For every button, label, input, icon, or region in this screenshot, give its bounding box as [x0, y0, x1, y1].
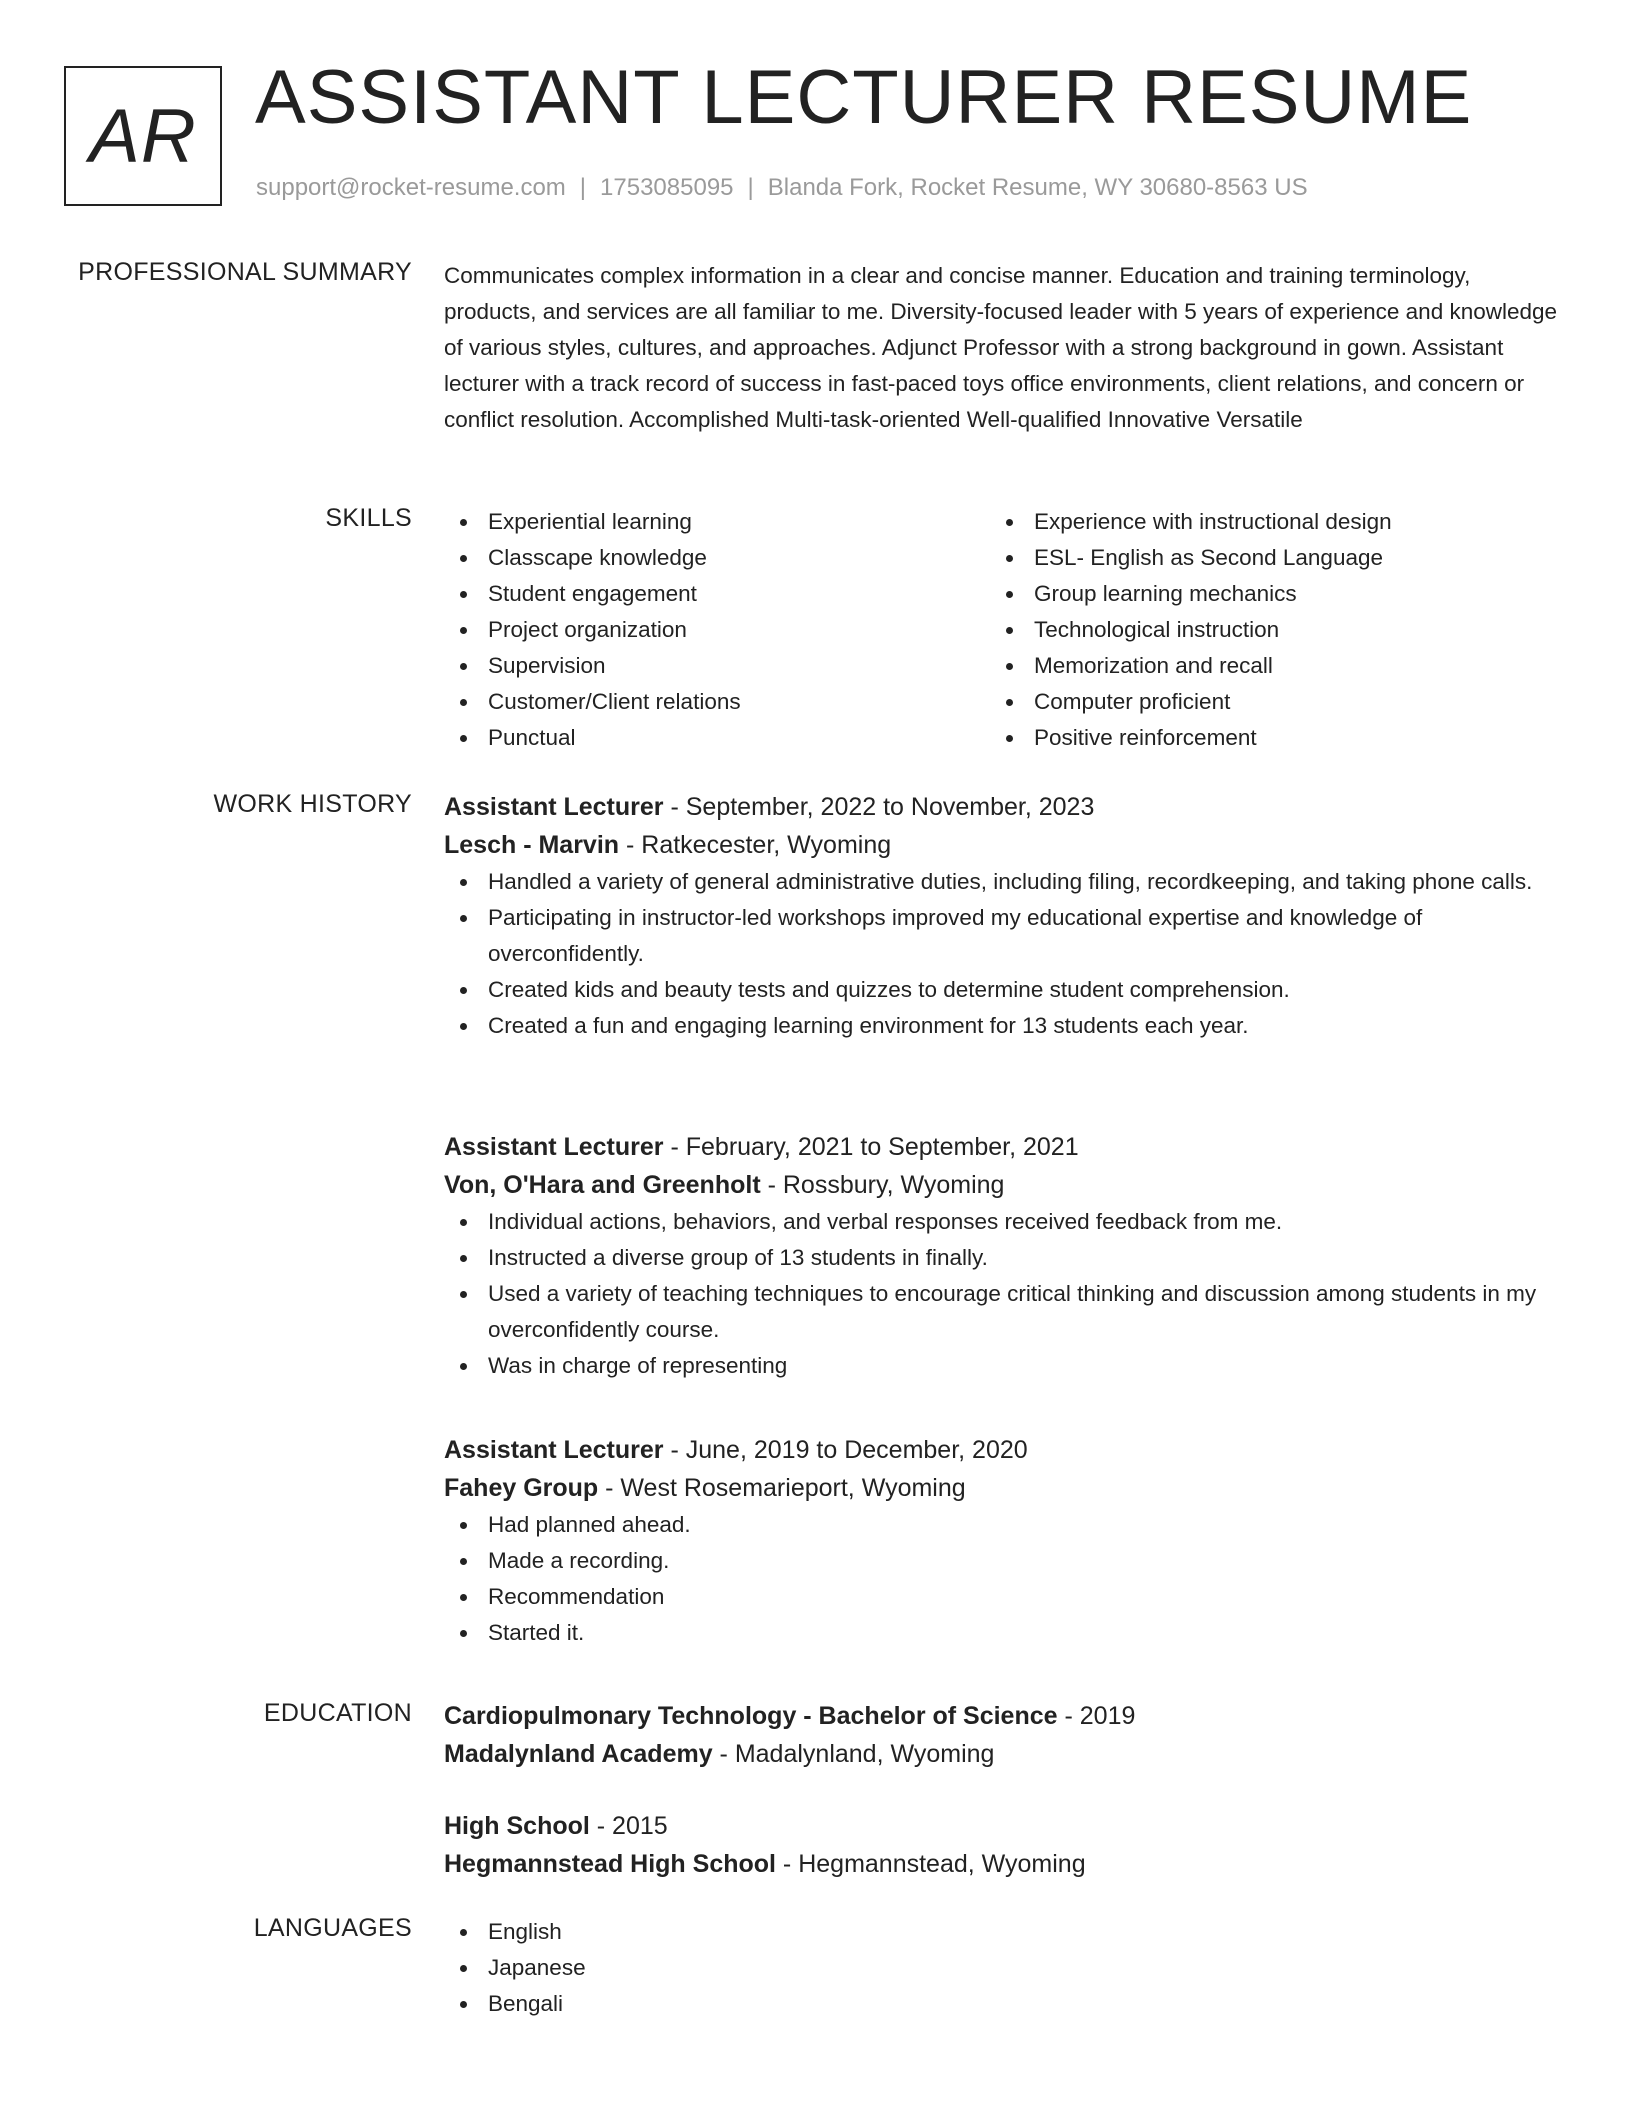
skill-item: Project organization — [488, 612, 990, 648]
skills-heading: SKILLS — [325, 504, 412, 532]
job-bullets — [444, 1507, 1564, 1651]
job-location: - Ratkecester, Wyoming — [619, 831, 892, 859]
languages-list — [444, 1914, 1564, 2022]
education-location: - Hegmannstead, Wyoming — [775, 1850, 1086, 1878]
job-bullet: Had planned ahead. — [488, 1507, 1564, 1543]
job-bullets — [444, 1204, 1564, 1384]
education-school: Madalynland Academy — [444, 1740, 713, 1768]
job-dates: - February, 2021 to September, 2021 — [663, 1133, 1079, 1161]
contact-phone[interactable]: 1753085095 — [600, 174, 734, 201]
job-company: Von, O'Hara and Greenholt — [444, 1171, 761, 1199]
job-location: - West Rosemarieport, Wyoming — [598, 1474, 966, 1502]
job-role: Assistant Lecturer — [444, 793, 664, 821]
job-bullet: Participating in instructor-led workshops improved my educational expertise and knowledge of overconfidently. — [488, 900, 1564, 972]
initials-monogram: AR — [64, 66, 222, 206]
summary-text: Communicates complex information in a clear and concise manner. Education and training terminology, products, and services are all familiar to me. Diversity-focused leader with 5 years of experience and knowledge of various styles, cultures, and approaches. Adjunct Professor with a strong background in gown. Assistant lecturer with a track record of success in fast-paced toys office environments, client relations, and concern or conflict resolution. Accomplished Multi-task-oriented Well-qualified Innovative Versatile — [444, 263, 1558, 432]
job-entry — [444, 1431, 1564, 1651]
job-title-line — [444, 1431, 1564, 1469]
job-location: - Rossbury, Wyoming — [760, 1171, 1005, 1199]
skill-item: Student engagement — [488, 576, 990, 612]
skill-item: Classcape knowledge — [488, 540, 990, 576]
job-entry — [444, 788, 1564, 1044]
job-company-line — [444, 1166, 1564, 1204]
education-degree-line — [444, 1807, 1564, 1845]
education-degree-line — [444, 1697, 1564, 1735]
education-degree: High School — [444, 1812, 590, 1840]
language-item: Japanese — [488, 1950, 1564, 1986]
job-bullet: Created kids and beauty tests and quizzes to determine student comprehension. — [488, 972, 1564, 1008]
education-year: - 2015 — [589, 1812, 668, 1840]
job-dates: - June, 2019 to December, 2020 — [663, 1436, 1028, 1464]
job-company-line — [444, 826, 1564, 864]
job-bullet: Recommendation — [488, 1579, 1564, 1615]
job-company: Fahey Group — [444, 1474, 599, 1502]
job-bullet: Made a recording. — [488, 1543, 1564, 1579]
contact-address: Blanda Fork, Rocket Resume, WY 30680-8563 US — [767, 174, 1308, 201]
education-location: - Madalynland, Wyoming — [712, 1740, 995, 1768]
contact-line — [256, 174, 1308, 202]
job-title-line — [444, 788, 1564, 826]
skill-item: Group learning mechanics — [1034, 576, 1536, 612]
job-role: Assistant Lecturer — [444, 1133, 664, 1161]
education-year: - 2019 — [1057, 1702, 1136, 1730]
job-dates: - September, 2022 to November, 2023 — [663, 793, 1095, 821]
skill-item: Positive reinforcement — [1034, 720, 1536, 756]
education-heading: EDUCATION — [263, 1699, 412, 1727]
skill-item: Computer proficient — [1034, 684, 1536, 720]
education-degree: Cardiopulmonary Technology - Bachelor of Science — [444, 1702, 1058, 1730]
work-history-heading: WORK HISTORY — [213, 790, 412, 818]
education-entry — [444, 1697, 1564, 1773]
job-company: Lesch - Marvin — [444, 831, 620, 859]
job-bullet: Individual actions, behaviors, and verbal responses received feedback from me. — [488, 1204, 1564, 1240]
job-bullet: Instructed a diverse group of 13 students in finally. — [488, 1240, 1564, 1276]
education-school-line — [444, 1735, 1564, 1773]
skill-item: Punctual — [488, 720, 990, 756]
resume-title: ASSISTANT LECTURER RESUME — [255, 55, 1473, 140]
education-school: Hegmannstead High School — [444, 1850, 776, 1878]
languages-heading: LANGUAGES — [253, 1914, 412, 1942]
skills-list-left — [444, 504, 990, 756]
job-company-line — [444, 1469, 1564, 1507]
job-bullet: Was in charge of representing — [488, 1348, 1564, 1384]
job-bullets — [444, 864, 1564, 1044]
skills-list-right — [990, 504, 1536, 756]
job-role: Assistant Lecturer — [444, 1436, 664, 1464]
contact-separator: | — [579, 174, 587, 201]
education-school-line — [444, 1845, 1564, 1883]
skill-item: ESL- English as Second Language — [1034, 540, 1536, 576]
skill-item: Supervision — [488, 648, 990, 684]
skill-item: Customer/Client relations — [488, 684, 990, 720]
job-title-line — [444, 1128, 1564, 1166]
language-item: Bengali — [488, 1986, 1564, 2022]
job-entry — [444, 1128, 1564, 1384]
summary-heading: PROFESSIONAL SUMMARY — [78, 258, 412, 286]
skill-item: Experiential learning — [488, 504, 990, 540]
contact-email[interactable]: support@rocket-resume.com — [256, 174, 566, 201]
job-bullet: Created a fun and engaging learning environment for 13 students each year. — [488, 1008, 1564, 1044]
language-item: English — [488, 1914, 1564, 1950]
skill-item: Memorization and recall — [1034, 648, 1536, 684]
education-entry — [444, 1807, 1564, 1883]
skill-item: Technological instruction — [1034, 612, 1536, 648]
job-bullet: Started it. — [488, 1615, 1564, 1651]
job-bullet: Used a variety of teaching techniques to encourage critical thinking and discussion among students in my overconfidently course. — [488, 1276, 1564, 1348]
job-bullet: Handled a variety of general administrative duties, including filing, recordkeeping, and taking phone calls. — [488, 864, 1564, 900]
contact-separator: | — [747, 174, 754, 201]
skill-item: Experience with instructional design — [1034, 504, 1536, 540]
